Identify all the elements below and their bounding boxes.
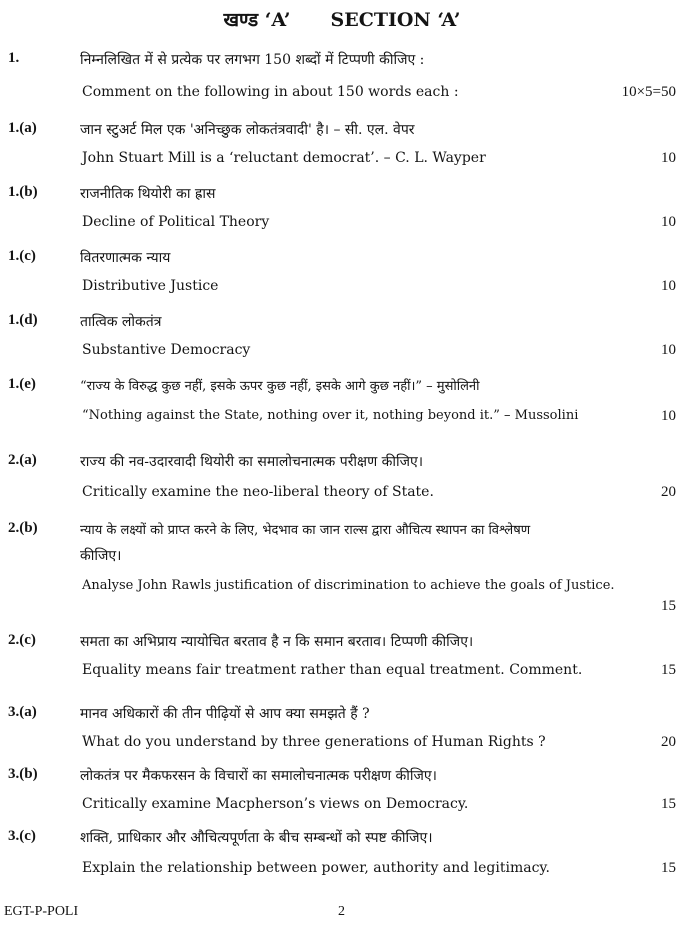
question-number: 2.(c)	[8, 632, 36, 648]
question-number: 2.(a)	[8, 452, 37, 468]
question-row	[0, 520, 684, 544]
question-number: 2.(b)	[8, 520, 38, 536]
question-row-english	[0, 860, 684, 884]
question-row-continuation	[0, 546, 684, 570]
question-row	[0, 50, 684, 74]
question-text-english: John Stuart Mill is a ‘reluctant democrat’. – C. L. Wayper	[82, 150, 486, 166]
question-text-english: Substantive Democracy	[82, 342, 251, 358]
question-text-hindi: न्याय के लक्ष्यों को प्राप्त करने के लिए, भेदभाव का जान राल्स द्वारा औचित्य स्थापन का विश्लेषण	[80, 523, 531, 538]
question-row	[0, 184, 684, 208]
question-text-hindi-continued: कीजिए।	[80, 548, 122, 564]
question-row-english	[0, 84, 684, 108]
question-row-english	[0, 796, 684, 820]
section-heading-hindi: खण्ड ‘A’	[223, 9, 291, 31]
question-row-english	[0, 408, 684, 432]
question-text-hindi: राजनीतिक थियोरी का ह्रास	[80, 186, 216, 202]
question-row	[0, 828, 684, 852]
page-number: 2	[338, 904, 345, 919]
question-number: 1.(c)	[8, 248, 36, 264]
question-row	[0, 632, 684, 656]
question-text-english: Analyse John Rawls justification of discrimination to achieve the goals of Justice.	[82, 578, 615, 593]
question-row-marks	[0, 598, 684, 622]
question-row	[0, 704, 684, 728]
question-text-english: Comment on the following in about 150 words each :	[82, 84, 459, 100]
question-text-hindi: निम्नलिखित में से प्रत्येक पर लगभग 150 शब्दों में टिप्पणी कीजिए :	[80, 52, 425, 68]
question-number: 1.(a)	[8, 120, 37, 136]
question-row	[0, 312, 684, 336]
question-marks: 20	[661, 484, 676, 500]
question-row	[0, 248, 684, 272]
question-text-hindi: समता का अभिप्राय न्यायोचित बरताव है न कि समान बरताव। टिप्पणी कीजिए।	[80, 634, 474, 650]
question-row-english	[0, 734, 684, 758]
question-text-english: Explain the relationship between power, authority and legitimacy.	[82, 860, 550, 876]
question-row	[0, 766, 684, 790]
question-marks: 10×5=50	[621, 84, 676, 100]
question-marks: 15	[661, 598, 676, 614]
question-text-hindi: जान स्टुअर्ट मिल एक 'अनिच्छुक लोकतंत्रवादी' है। – सी. एल. वेपर	[80, 122, 415, 138]
question-marks: 10	[661, 342, 676, 358]
question-row-english	[0, 150, 684, 174]
question-number: 1.	[8, 50, 20, 66]
question-row-english	[0, 342, 684, 366]
question-number: 3.(b)	[8, 766, 38, 782]
question-marks: 20	[661, 734, 676, 750]
question-text-hindi: शक्ति, प्राधिकार और औचित्यपूर्णता के बीच सम्बन्धों को स्पष्ट कीजिए।	[80, 830, 433, 846]
question-marks: 15	[661, 796, 676, 812]
question-marks: 10	[661, 150, 676, 166]
question-text-hindi: “राज्य के विरुद्ध कुछ नहीं, इसके ऊपर कुछ नहीं, इसके आगे कुछ नहीं।” – मुसोलिनी	[80, 379, 480, 394]
question-row-english	[0, 484, 684, 508]
question-row-english	[0, 278, 684, 302]
question-marks: 15	[661, 662, 676, 678]
question-number: 1.(b)	[8, 184, 38, 200]
question-marks: 10	[661, 214, 676, 230]
question-row	[0, 376, 684, 400]
question-text-english: Decline of Political Theory	[82, 214, 270, 230]
question-text-english: Distributive Justice	[82, 278, 219, 294]
question-number: 1.(d)	[8, 312, 38, 328]
question-row-english	[0, 662, 684, 686]
question-text-english: Critically examine Macpherson’s views on Democracy.	[82, 796, 469, 812]
question-marks: 10	[661, 278, 676, 294]
question-marks: 10	[661, 408, 676, 424]
question-text-english: Critically examine the neo-liberal theory of State.	[82, 484, 434, 500]
question-number: 1.(e)	[8, 376, 36, 392]
question-text-english: Equality means fair treatment rather than equal treatment. Comment.	[82, 662, 583, 678]
question-number: 3.(a)	[8, 704, 37, 720]
paper-code: EGT-P-POLI	[4, 904, 79, 919]
section-heading	[0, 6, 684, 32]
question-text-hindi: लोकतंत्र पर मैकफरसन के विचारों का समालोचनात्मक परीक्षण कीजिए।	[80, 768, 437, 784]
question-marks: 15	[661, 860, 676, 876]
question-row	[0, 452, 684, 476]
question-text-english: What do you understand by three generations of Human Rights ?	[82, 734, 546, 750]
section-heading-english: SECTION ‘A’	[330, 9, 461, 31]
question-number: 3.(c)	[8, 828, 36, 844]
question-row-english	[0, 214, 684, 238]
question-text-hindi: तात्विक लोकतंत्र	[80, 314, 162, 330]
question-row	[0, 120, 684, 144]
question-text-hindi: राज्य की नव-उदारवादी थियोरी का समालोचनात्मक परीक्षण कीजिए।	[80, 454, 424, 470]
question-text-hindi: वितरणात्मक न्याय	[80, 250, 171, 266]
question-text-english: “Nothing against the State, nothing over it, nothing beyond it.” – Mussolini	[82, 408, 579, 423]
question-text-hindi: मानव अधिकारों की तीन पीढ़ियों से आप क्या समझते हैं ?	[80, 706, 370, 722]
